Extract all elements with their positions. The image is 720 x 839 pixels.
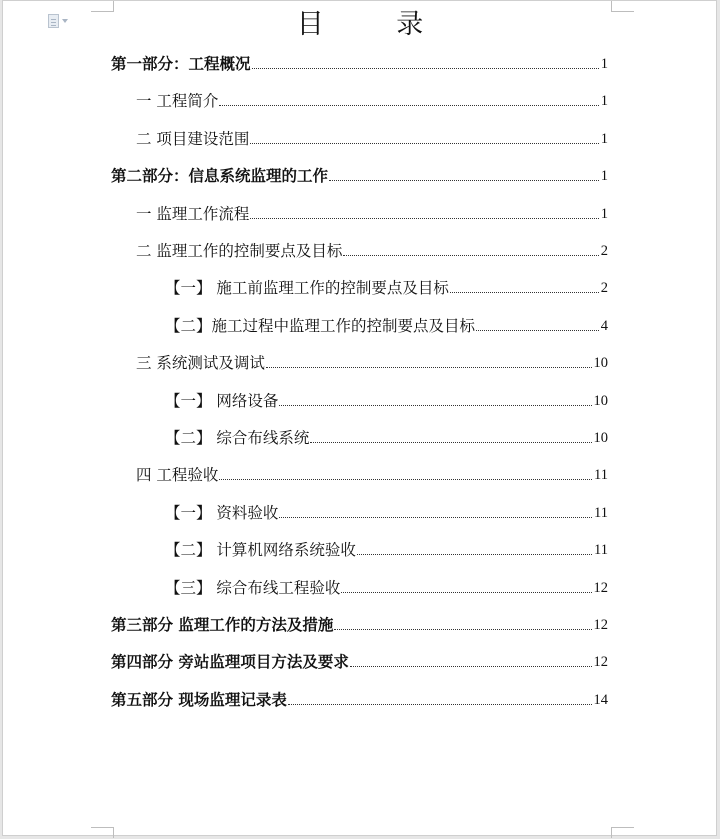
toc-entry-label: 一 监理工作流程 [136,204,250,223]
toc-entry[interactable] [136,87,608,111]
toc-entry-page-number: 10 [593,355,608,372]
toc-entry[interactable] [136,237,608,261]
toc-entry-page-number: 1 [600,130,608,147]
toc-entry[interactable] [165,424,608,448]
toc-entry[interactable] [165,536,608,560]
toc-leader-dots [266,366,592,368]
toc-leader-dots [252,67,599,69]
toc-entry-page-number: 2 [600,280,608,297]
toc-leader-dots [357,553,592,555]
toc-entry[interactable] [111,611,608,635]
toc-entry-label: 【一】 网络设备 [165,391,279,410]
toc-leader-dots [288,703,592,705]
toc-entry[interactable] [165,274,608,298]
toc-leader-dots [219,104,598,106]
toc-entry[interactable] [136,125,608,149]
toc-leader-dots [329,179,599,181]
toc-entry-label: 【一】 资料验收 [165,503,279,522]
toc-entry-label: 第二部分：信息系统监理的工作 [111,166,329,186]
toc-entry[interactable] [165,312,608,336]
toc-entry-page-number: 11 [594,542,608,559]
toc-entry[interactable] [111,686,608,710]
toc-leader-dots [334,628,591,630]
toc-title: 目 录 [296,9,456,40]
toc-entry[interactable] [165,387,608,411]
toc-entry-page-number: 12 [593,617,608,633]
toc-entry-label: 一 工程简介 [136,92,219,111]
toc-entry-label: 第一部分：工程概况 [111,54,251,73]
toc-leader-dots [250,217,598,219]
toc-entry-label: 二 项目建设范围 [136,129,250,148]
toc-entry-page-number: 1 [600,56,608,72]
toc-entry-page-number: 4 [600,317,608,334]
toc-leader-dots [250,142,598,144]
toc-entry-label: 【三】 综合布线工程验收 [165,578,341,597]
toc-leader-dots [476,329,599,331]
toc-entry[interactable] [136,200,608,224]
toc-entry[interactable] [111,648,608,672]
toc-leader-dots [343,254,598,256]
toc-leader-dots [310,441,591,443]
toc-entry-label: 第三部分 监理工作的方法及措施 [111,615,334,634]
toc-leader-dots [219,478,592,480]
toc-entry-page-number: 11 [594,467,608,484]
toc-entry-page-number: 1 [600,168,608,185]
toc-entry-page-number: 12 [593,579,608,596]
toc-leader-dots [350,665,592,667]
toc-entry-page-number: 2 [600,243,608,259]
toc-entry-label: 第五部分 现场监理记录表 [111,689,287,709]
toc-entry-page-number: 1 [600,205,608,222]
toc-entry-label: 【二】 计算机网络系统验收 [165,541,356,560]
toc-entry-page-number: 14 [593,691,608,708]
margin-corner-bottom-right [611,827,634,838]
toc-entry[interactable] [165,499,608,523]
toc-entry[interactable] [136,461,608,485]
toc-entry-label: 二 监理工作的控制要点及目标 [136,242,343,260]
toc-entry-label: 【二】施工过程中监理工作的控制要点及目标 [165,316,476,335]
toc-entry-page-number: 12 [593,654,608,671]
toc-entry-page-number: 1 [600,93,608,110]
toc-leader-dots [279,516,592,518]
toc-entry-page-number: 10 [593,392,608,409]
toc-entry-label: 四 工程验收 [136,466,219,485]
toc-leader-dots [341,591,591,593]
toc-entry-label: 三 系统测试及调试 [136,354,265,373]
toc-entry[interactable] [111,162,608,186]
toc-leader-dots [279,404,591,406]
toc-entry-label: 第四部分 旁站监理项目方法及要求 [111,652,349,672]
toc-entry[interactable] [136,349,608,373]
toc-leader-dots [450,291,599,293]
toc-entry-page-number: 11 [594,504,608,521]
toc-entry[interactable] [165,574,608,598]
margin-corner-bottom-left [91,827,114,838]
toc-entry-label: 【一】 施工前监理工作的控制要点及目标 [165,279,449,298]
toc-entry-label: 【二】 综合布线系统 [165,429,310,447]
toc-entry-page-number: 10 [593,430,608,446]
toc-entry[interactable] [111,50,608,74]
